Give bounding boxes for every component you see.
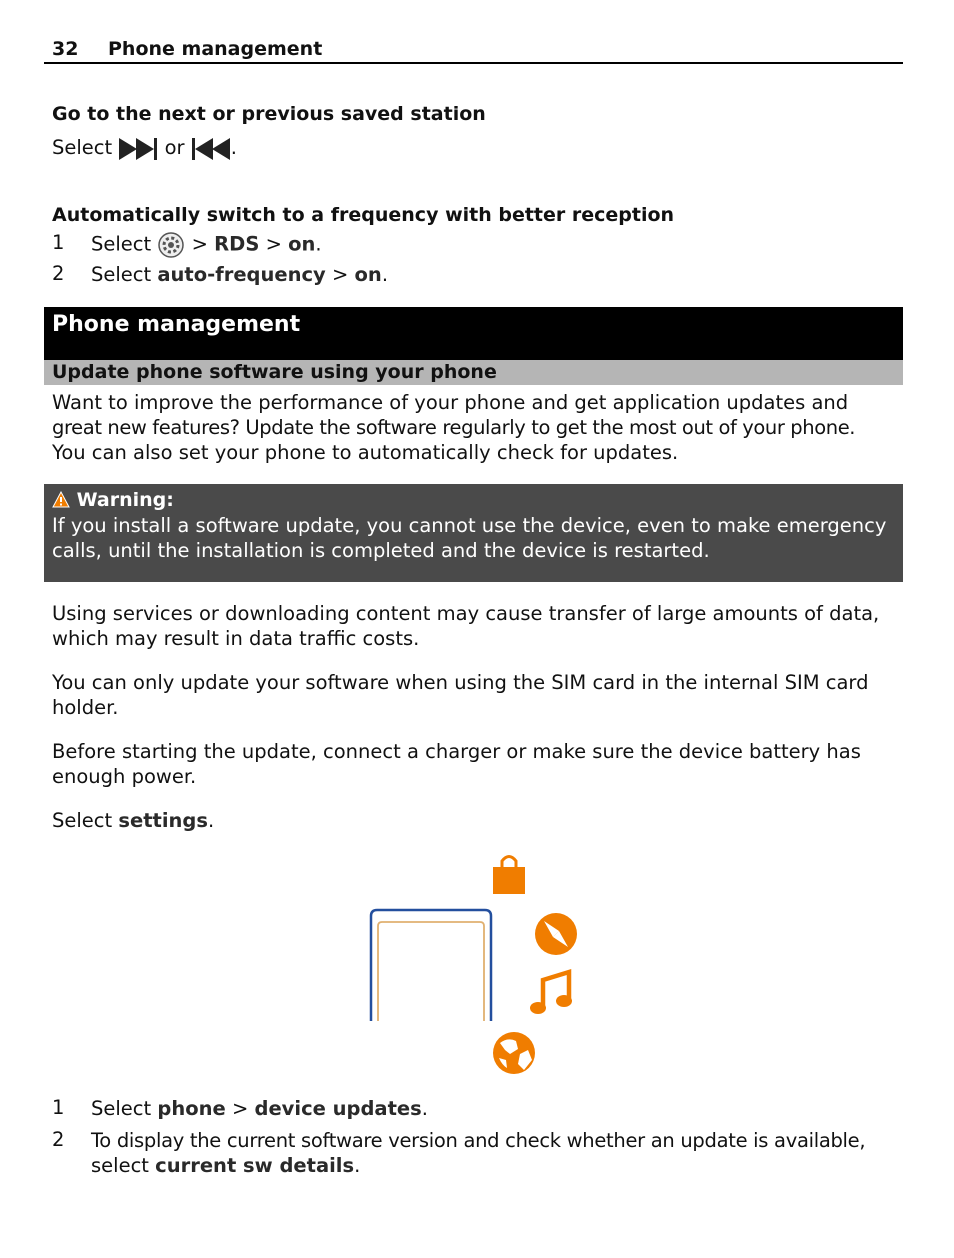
music-note-icon [530, 972, 572, 1014]
warning-triangle-icon [52, 491, 70, 508]
settings-gear-icon [157, 231, 185, 259]
header-title: Phone management [108, 38, 323, 60]
warning-box [44, 484, 903, 582]
previous-station-icon [191, 137, 231, 161]
step-number: 2 [52, 1128, 65, 1151]
sim-paragraph: You can only update your software when using the SIM card in the internal SIM card holder. [52, 671, 869, 719]
select-settings-line: Select settings. [52, 809, 215, 832]
radio-step-2: Select auto-frequency > on. [91, 263, 389, 286]
phone-illustration [360, 850, 590, 1075]
page-number: 32 [52, 38, 79, 60]
compass-icon [535, 913, 577, 955]
store-bag-icon [493, 857, 525, 895]
data-cost-paragraph: Using services or downloading content may cause transfer of large amounts of data, which may result in data traffic costs. [52, 602, 880, 650]
heading-saved-station: Go to the next or previous saved station [52, 103, 486, 125]
phone-outline-icon [371, 910, 491, 1021]
page-header [44, 36, 903, 64]
warning-heading: Warning: [52, 489, 174, 511]
subsection-title: Update phone software using your phone [52, 361, 497, 383]
radio-step-1: Select > RDS > on. [91, 231, 322, 259]
update-step-2: To display the current software version and check whether an update is available, select current sw details. [91, 1129, 866, 1177]
subsection-header [44, 360, 903, 385]
next-station-icon [118, 137, 158, 161]
section-header [44, 307, 903, 360]
step-number: 1 [52, 231, 65, 254]
station-select-line: Select or . [52, 136, 237, 159]
warning-text: If you install a software update, you cannot use the device, even to make emergency calls, until the installation is completed and the device is restarted. [52, 514, 887, 562]
section-title: Phone management [52, 312, 301, 337]
step-number: 1 [52, 1096, 65, 1119]
heading-auto-frequency: Automatically switch to a frequency with better reception [52, 204, 675, 226]
update-step-1: Select phone > device updates. [91, 1097, 428, 1120]
battery-paragraph: Before starting the update, connect a charger or make sure the device battery has enough power. [52, 740, 861, 788]
step-number: 2 [52, 262, 65, 285]
globe-icon [493, 1032, 535, 1074]
intro-paragraph: Want to improve the performance of your phone and get application updates and great new features? Update the software regularly to get the most out of your phone. You can also set your phone to automatically check for updates. [52, 391, 856, 464]
